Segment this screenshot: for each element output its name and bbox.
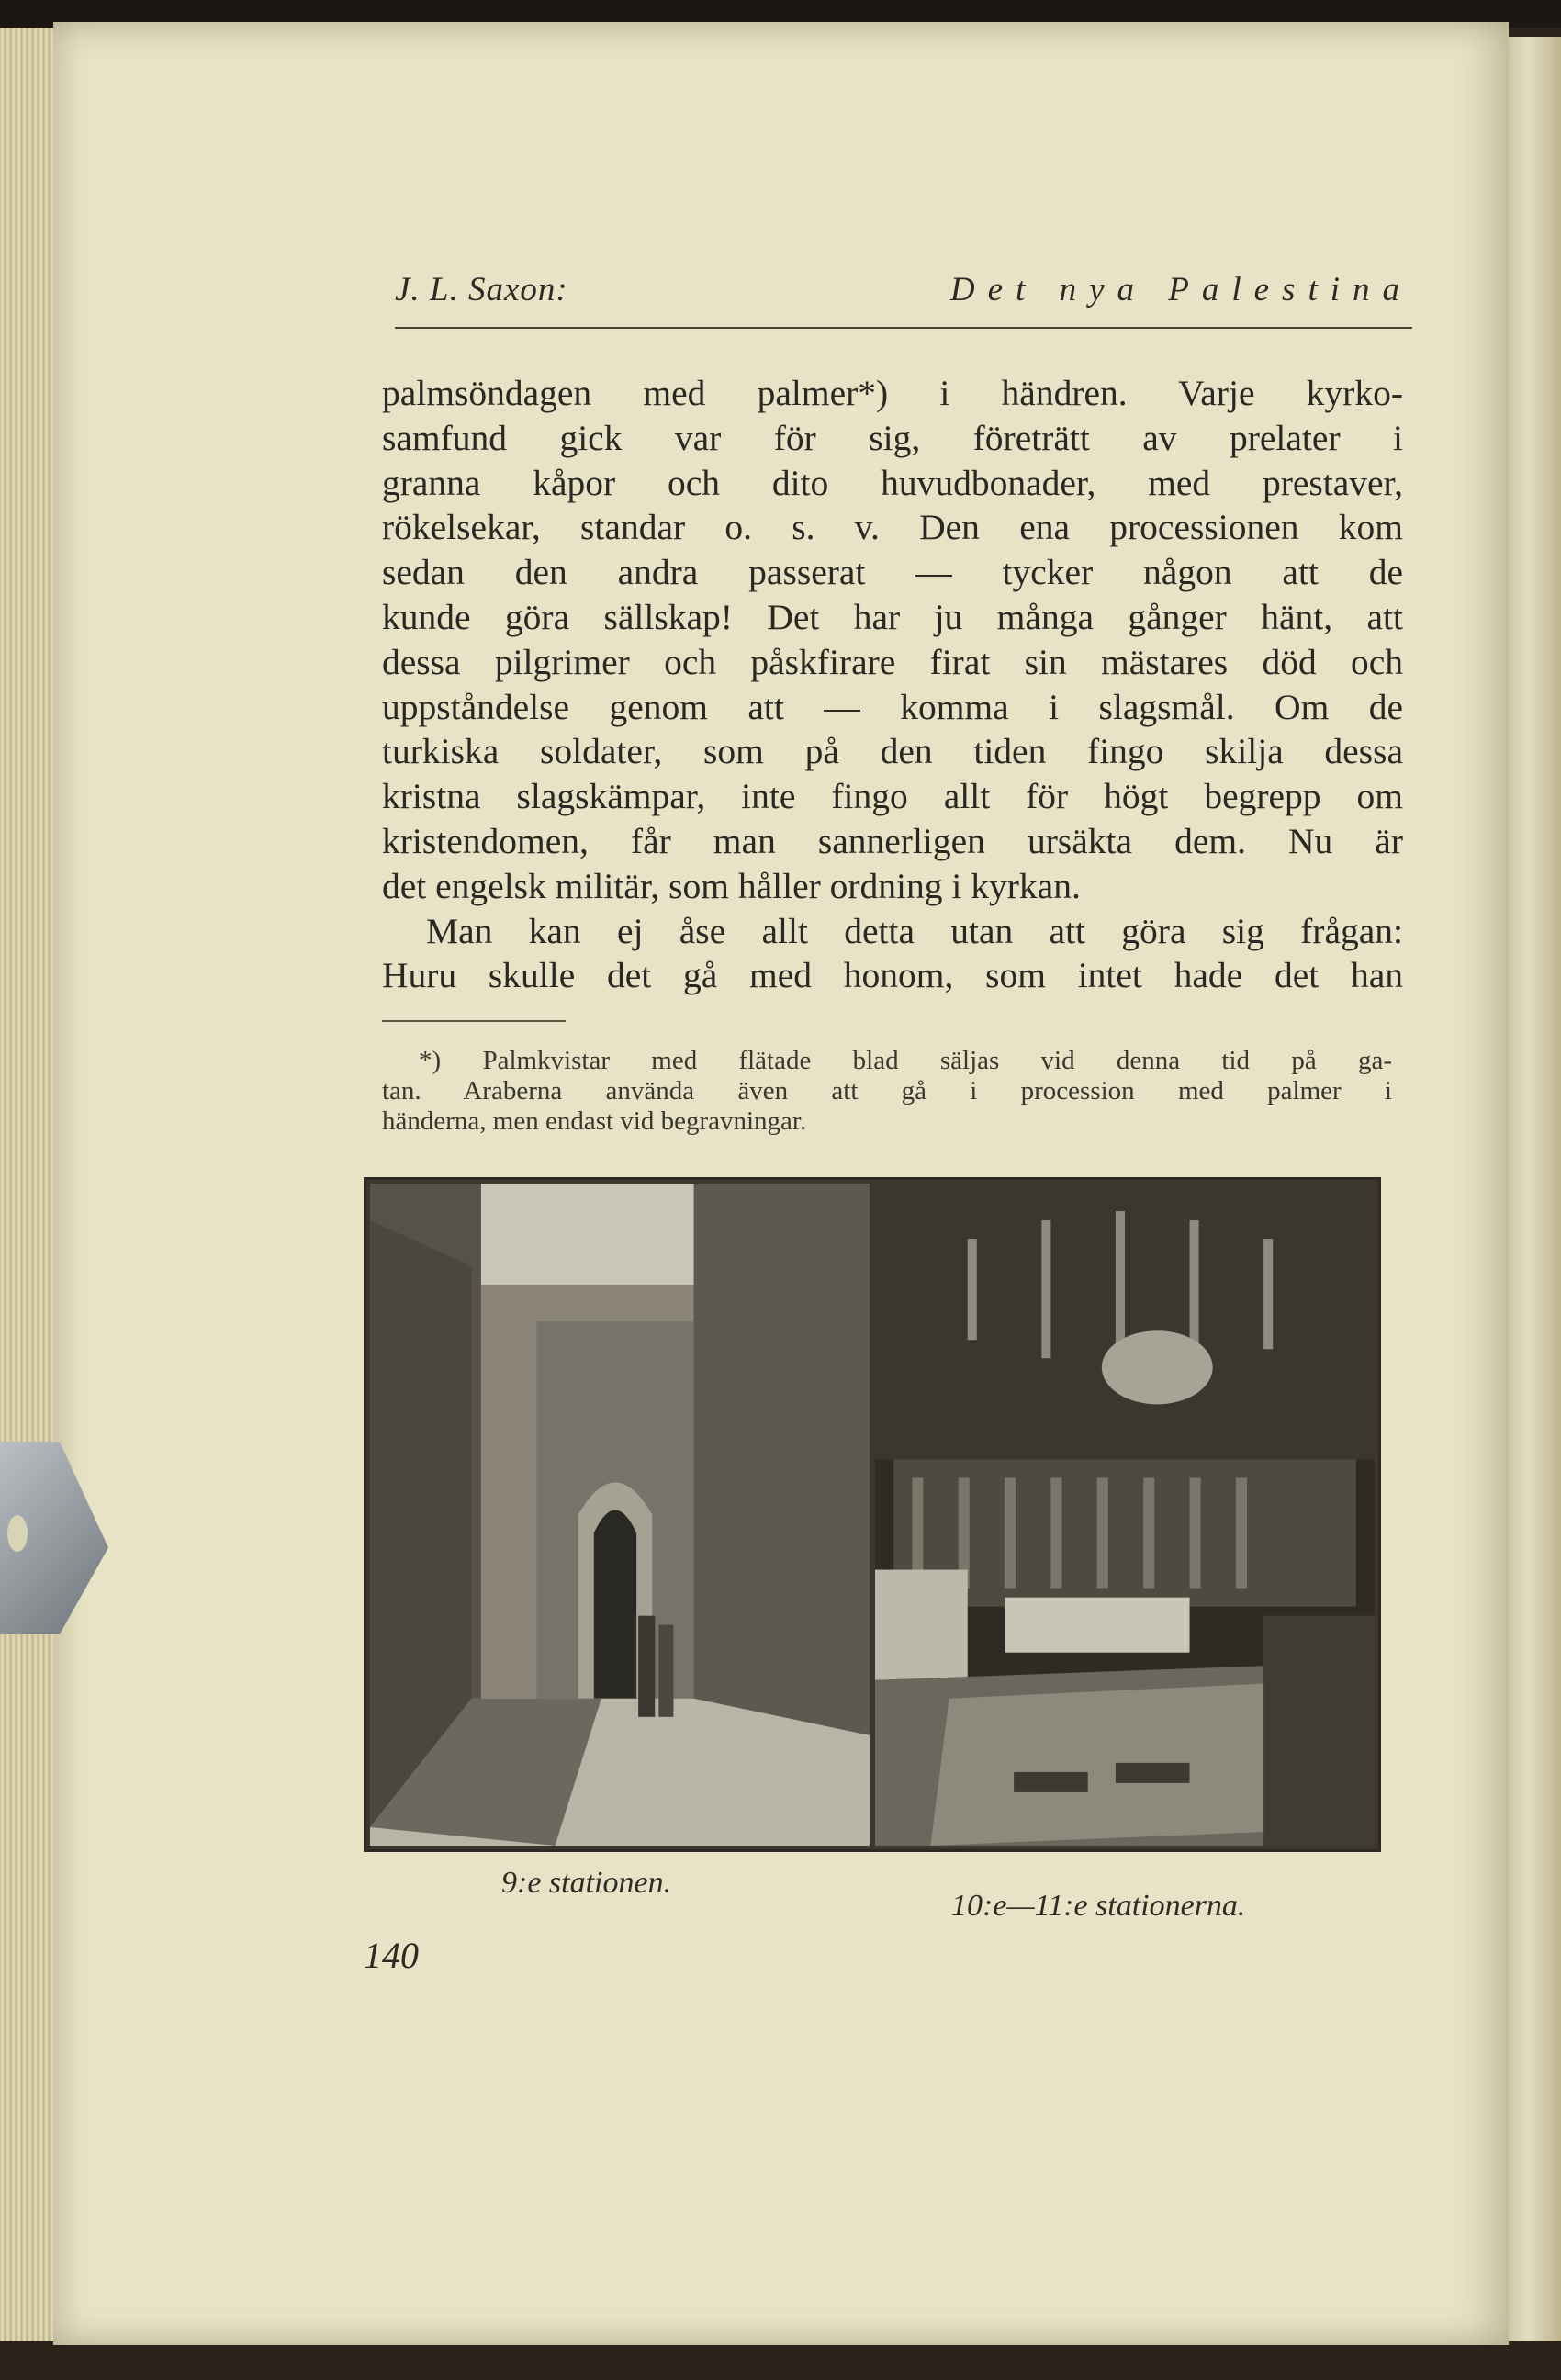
running-head-author: J. L. Saxon: [395,271,568,309]
body-line: kristendomen, får man sannerligen ursäkta dem. Nu är [382,820,1403,861]
body-text [382,371,1403,998]
footnote-rule [382,1020,566,1022]
body-line: Huru skulle det gå med honom, som intet hade det han [382,955,1403,996]
photo-plate [364,1177,1381,1852]
body-line: kunde göra sällskap! Det har ju många gånger hänt, att [382,596,1403,637]
footnote-line: händerna, men endast vid begravningar. [382,1106,807,1136]
page-number: 140 [364,1935,419,1976]
photo-tenth-eleventh-stations [875,1184,1375,1846]
header-rule [395,327,1412,329]
footnote [382,1046,1392,1137]
body-line: sedan den andra passerat — tycker någon att de [382,552,1403,593]
body-line: palmsöndagen med palmer*) i händren. Varje kyrko- [382,373,1403,413]
photo-ninth-station [370,1184,870,1846]
body-line: rökelsekar, standar o. s. v. Den ena processionen kom [382,507,1403,548]
footnote-line: tan. Araberna använda även att gå i procession med palmer i [382,1076,1392,1106]
body-line: det engelsk militär, som håller ordning i kyrkan. [382,865,1081,906]
book-page [53,22,1509,2345]
running-head-title: Det nya Palestina [949,271,1412,309]
running-head [395,270,1412,309]
body-line: samfund gick var för sig, företrätt av prelater i [382,417,1403,458]
body-line: dessa pilgrimer och påskfirare firat sin mästares död och [382,641,1403,682]
book-page-edges-right [1506,37,1561,2341]
footnote-line: *) Palmkvistar med flätade blad säljas vid denna tid på ga- [419,1046,1392,1075]
body-line: Man kan ej åse allt detta utan att göra sig frågan: [426,910,1403,951]
metal-clip-hole [7,1515,28,1552]
body-line: kristna slagskämpar, inte fingo allt för högt begrepp om [382,776,1403,817]
body-line: turkiska soldater, som på den tiden fingo skilja dessa [382,731,1403,772]
caption-right: 10:e—11:e stationerna. [951,1889,1246,1923]
caption-left: 9:e stationen. [501,1866,672,1900]
body-line: granna kåpor och dito huvudbonader, med prestaver, [382,462,1403,503]
body-line: uppståndelse genom att — komma i slagsmål. Om de [382,686,1403,727]
